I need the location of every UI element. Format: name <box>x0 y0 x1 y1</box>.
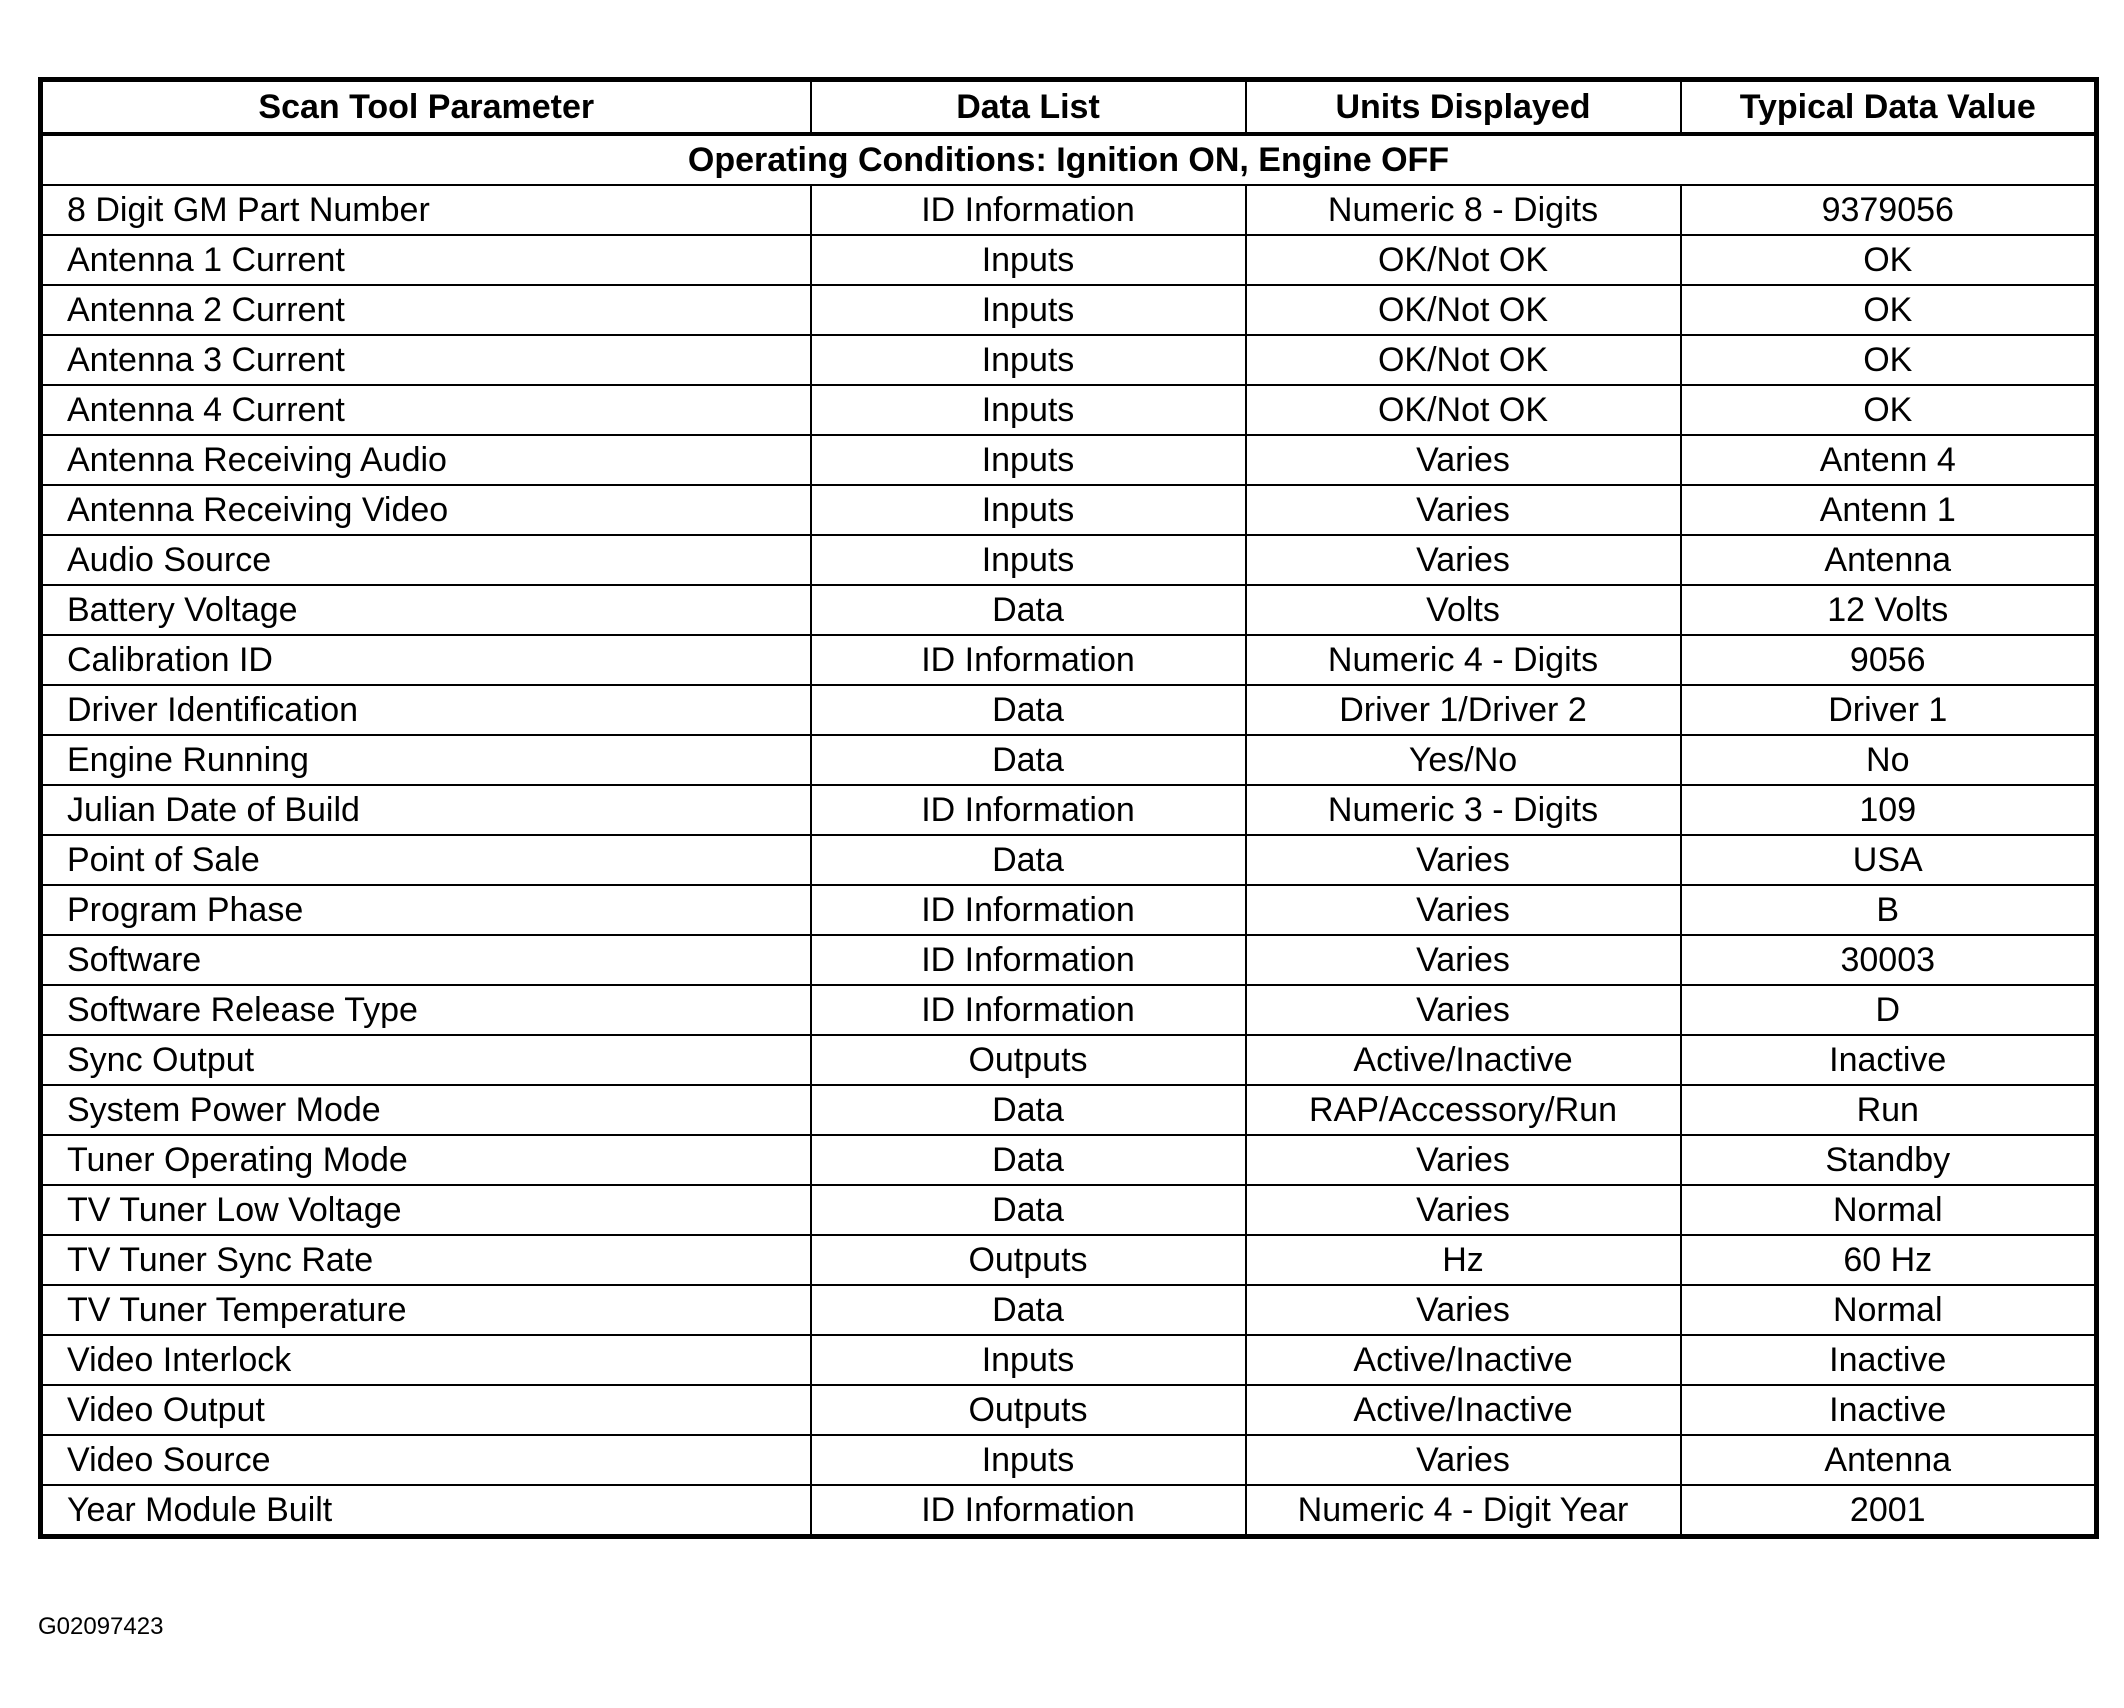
param-cell: Antenna Receiving Video <box>41 485 811 535</box>
data-list-cell: ID Information <box>811 985 1246 1035</box>
value-cell: OK <box>1681 385 2097 435</box>
data-list-cell: Data <box>811 1285 1246 1335</box>
value-cell: 30003 <box>1681 935 2097 985</box>
table-row <box>41 1335 2097 1385</box>
data-list-cell: Data <box>811 685 1246 735</box>
units-cell: Varies <box>1246 1135 1681 1185</box>
data-list-cell: ID Information <box>811 885 1246 935</box>
value-cell: 9056 <box>1681 635 2097 685</box>
table-row <box>41 835 2097 885</box>
value-cell: Antenn 1 <box>1681 485 2097 535</box>
data-list-cell: Data <box>811 1185 1246 1235</box>
units-cell: Numeric 3 - Digits <box>1246 785 1681 835</box>
table-row <box>41 185 2097 235</box>
table-row <box>41 1435 2097 1485</box>
param-cell: Julian Date of Build <box>41 785 811 835</box>
param-cell: Point of Sale <box>41 835 811 885</box>
scan-tool-data-table <box>38 77 2099 1539</box>
table-row <box>41 1235 2097 1285</box>
header-data-list: Data List <box>811 80 1246 135</box>
value-cell: 9379056 <box>1681 185 2097 235</box>
value-cell: OK <box>1681 285 2097 335</box>
param-cell: Antenna 3 Current <box>41 335 811 385</box>
param-cell: Antenna 2 Current <box>41 285 811 335</box>
table-row <box>41 435 2097 485</box>
table-row <box>41 1035 2097 1085</box>
param-cell: Video Interlock <box>41 1335 811 1385</box>
value-cell: Run <box>1681 1085 2097 1135</box>
param-cell: Program Phase <box>41 885 811 935</box>
table-row <box>41 1185 2097 1235</box>
param-cell: Audio Source <box>41 535 811 585</box>
value-cell: 109 <box>1681 785 2097 835</box>
param-cell: TV Tuner Sync Rate <box>41 1235 811 1285</box>
value-cell: Inactive <box>1681 1335 2097 1385</box>
value-cell: D <box>1681 985 2097 1035</box>
data-list-cell: Data <box>811 585 1246 635</box>
value-cell: Standby <box>1681 1135 2097 1185</box>
scan-tool-data-table-container <box>38 77 2094 1539</box>
data-list-cell: Inputs <box>811 485 1246 535</box>
param-cell: Antenna 1 Current <box>41 235 811 285</box>
value-cell: 12 Volts <box>1681 585 2097 635</box>
param-cell: Antenna 4 Current <box>41 385 811 435</box>
units-cell: Numeric 4 - Digits <box>1246 635 1681 685</box>
param-cell: 8 Digit GM Part Number <box>41 185 811 235</box>
units-cell: OK/Not OK <box>1246 385 1681 435</box>
value-cell: B <box>1681 885 2097 935</box>
header-scan-tool-parameter: Scan Tool Parameter <box>41 80 811 135</box>
figure-id: G02097423 <box>38 1613 164 1640</box>
data-list-cell: Inputs <box>811 335 1246 385</box>
value-cell: Antenn 4 <box>1681 435 2097 485</box>
table-row <box>41 535 2097 585</box>
data-list-cell: ID Information <box>811 935 1246 985</box>
table-row <box>41 485 2097 535</box>
value-cell: Normal <box>1681 1285 2097 1335</box>
units-cell: Varies <box>1246 535 1681 585</box>
table-row <box>41 385 2097 435</box>
table-header-row <box>41 80 2097 135</box>
data-list-cell: Outputs <box>811 1035 1246 1085</box>
units-cell: Varies <box>1246 885 1681 935</box>
header-typical-data-value: Typical Data Value <box>1681 80 2097 135</box>
units-cell: RAP/Accessory/Run <box>1246 1085 1681 1135</box>
data-list-cell: Inputs <box>811 285 1246 335</box>
data-list-cell: ID Information <box>811 185 1246 235</box>
table-row <box>41 685 2097 735</box>
data-list-cell: Inputs <box>811 535 1246 585</box>
units-cell: Active/Inactive <box>1246 1335 1681 1385</box>
units-cell: Active/Inactive <box>1246 1385 1681 1435</box>
param-cell: Battery Voltage <box>41 585 811 635</box>
units-cell: Numeric 8 - Digits <box>1246 185 1681 235</box>
data-list-cell: Data <box>811 835 1246 885</box>
table-row <box>41 735 2097 785</box>
units-cell: Volts <box>1246 585 1681 635</box>
units-cell: Varies <box>1246 935 1681 985</box>
units-cell: Varies <box>1246 485 1681 535</box>
value-cell: OK <box>1681 235 2097 285</box>
table-row <box>41 1285 2097 1335</box>
units-cell: OK/Not OK <box>1246 235 1681 285</box>
table-row <box>41 285 2097 335</box>
param-cell: Driver Identification <box>41 685 811 735</box>
section-title: Operating Conditions: Ignition ON, Engine OFF <box>41 134 2097 185</box>
param-cell: Video Output <box>41 1385 811 1435</box>
data-list-cell: Inputs <box>811 1435 1246 1485</box>
table-row <box>41 1485 2097 1537</box>
param-cell: Tuner Operating Mode <box>41 1135 811 1185</box>
units-cell: Varies <box>1246 835 1681 885</box>
param-cell: Calibration ID <box>41 635 811 685</box>
units-cell: Varies <box>1246 985 1681 1035</box>
table-row <box>41 1085 2097 1135</box>
value-cell: 2001 <box>1681 1485 2097 1537</box>
value-cell: Antenna <box>1681 1435 2097 1485</box>
param-cell: TV Tuner Temperature <box>41 1285 811 1335</box>
table-row <box>41 1135 2097 1185</box>
table-row <box>41 935 2097 985</box>
table-row <box>41 635 2097 685</box>
units-cell: Hz <box>1246 1235 1681 1285</box>
units-cell: Active/Inactive <box>1246 1035 1681 1085</box>
table-row <box>41 885 2097 935</box>
data-list-cell: ID Information <box>811 785 1246 835</box>
data-list-cell: Data <box>811 1085 1246 1135</box>
param-cell: TV Tuner Low Voltage <box>41 1185 811 1235</box>
value-cell: Inactive <box>1681 1385 2097 1435</box>
param-cell: Antenna Receiving Audio <box>41 435 811 485</box>
data-list-cell: Data <box>811 735 1246 785</box>
value-cell: Normal <box>1681 1185 2097 1235</box>
value-cell: No <box>1681 735 2097 785</box>
value-cell: 60 Hz <box>1681 1235 2097 1285</box>
data-list-cell: Outputs <box>811 1385 1246 1435</box>
param-cell: Video Source <box>41 1435 811 1485</box>
table-row <box>41 785 2097 835</box>
header-units-displayed: Units Displayed <box>1246 80 1681 135</box>
param-cell: System Power Mode <box>41 1085 811 1135</box>
param-cell: Software <box>41 935 811 985</box>
data-list-cell: Inputs <box>811 385 1246 435</box>
data-list-cell: Inputs <box>811 435 1246 485</box>
table-row <box>41 985 2097 1035</box>
data-list-cell: Outputs <box>811 1235 1246 1285</box>
units-cell: Varies <box>1246 1285 1681 1335</box>
data-list-cell: ID Information <box>811 635 1246 685</box>
table-row <box>41 1385 2097 1435</box>
units-cell: Driver 1/Driver 2 <box>1246 685 1681 735</box>
units-cell: OK/Not OK <box>1246 335 1681 385</box>
units-cell: OK/Not OK <box>1246 285 1681 335</box>
data-list-cell: Data <box>811 1135 1246 1185</box>
section-row <box>41 134 2097 185</box>
param-cell: Engine Running <box>41 735 811 785</box>
table-row <box>41 335 2097 385</box>
units-cell: Varies <box>1246 1185 1681 1235</box>
param-cell: Software Release Type <box>41 985 811 1035</box>
param-cell: Year Module Built <box>41 1485 811 1537</box>
units-cell: Varies <box>1246 435 1681 485</box>
value-cell: Driver 1 <box>1681 685 2097 735</box>
value-cell: USA <box>1681 835 2097 885</box>
value-cell: Antenna <box>1681 535 2097 585</box>
table-row <box>41 235 2097 285</box>
units-cell: Yes/No <box>1246 735 1681 785</box>
units-cell: Varies <box>1246 1435 1681 1485</box>
value-cell: OK <box>1681 335 2097 385</box>
value-cell: Inactive <box>1681 1035 2097 1085</box>
table-body <box>41 134 2097 1537</box>
data-list-cell: Inputs <box>811 1335 1246 1385</box>
units-cell: Numeric 4 - Digit Year <box>1246 1485 1681 1537</box>
data-list-cell: ID Information <box>811 1485 1246 1537</box>
table-row <box>41 585 2097 635</box>
param-cell: Sync Output <box>41 1035 811 1085</box>
data-list-cell: Inputs <box>811 235 1246 285</box>
